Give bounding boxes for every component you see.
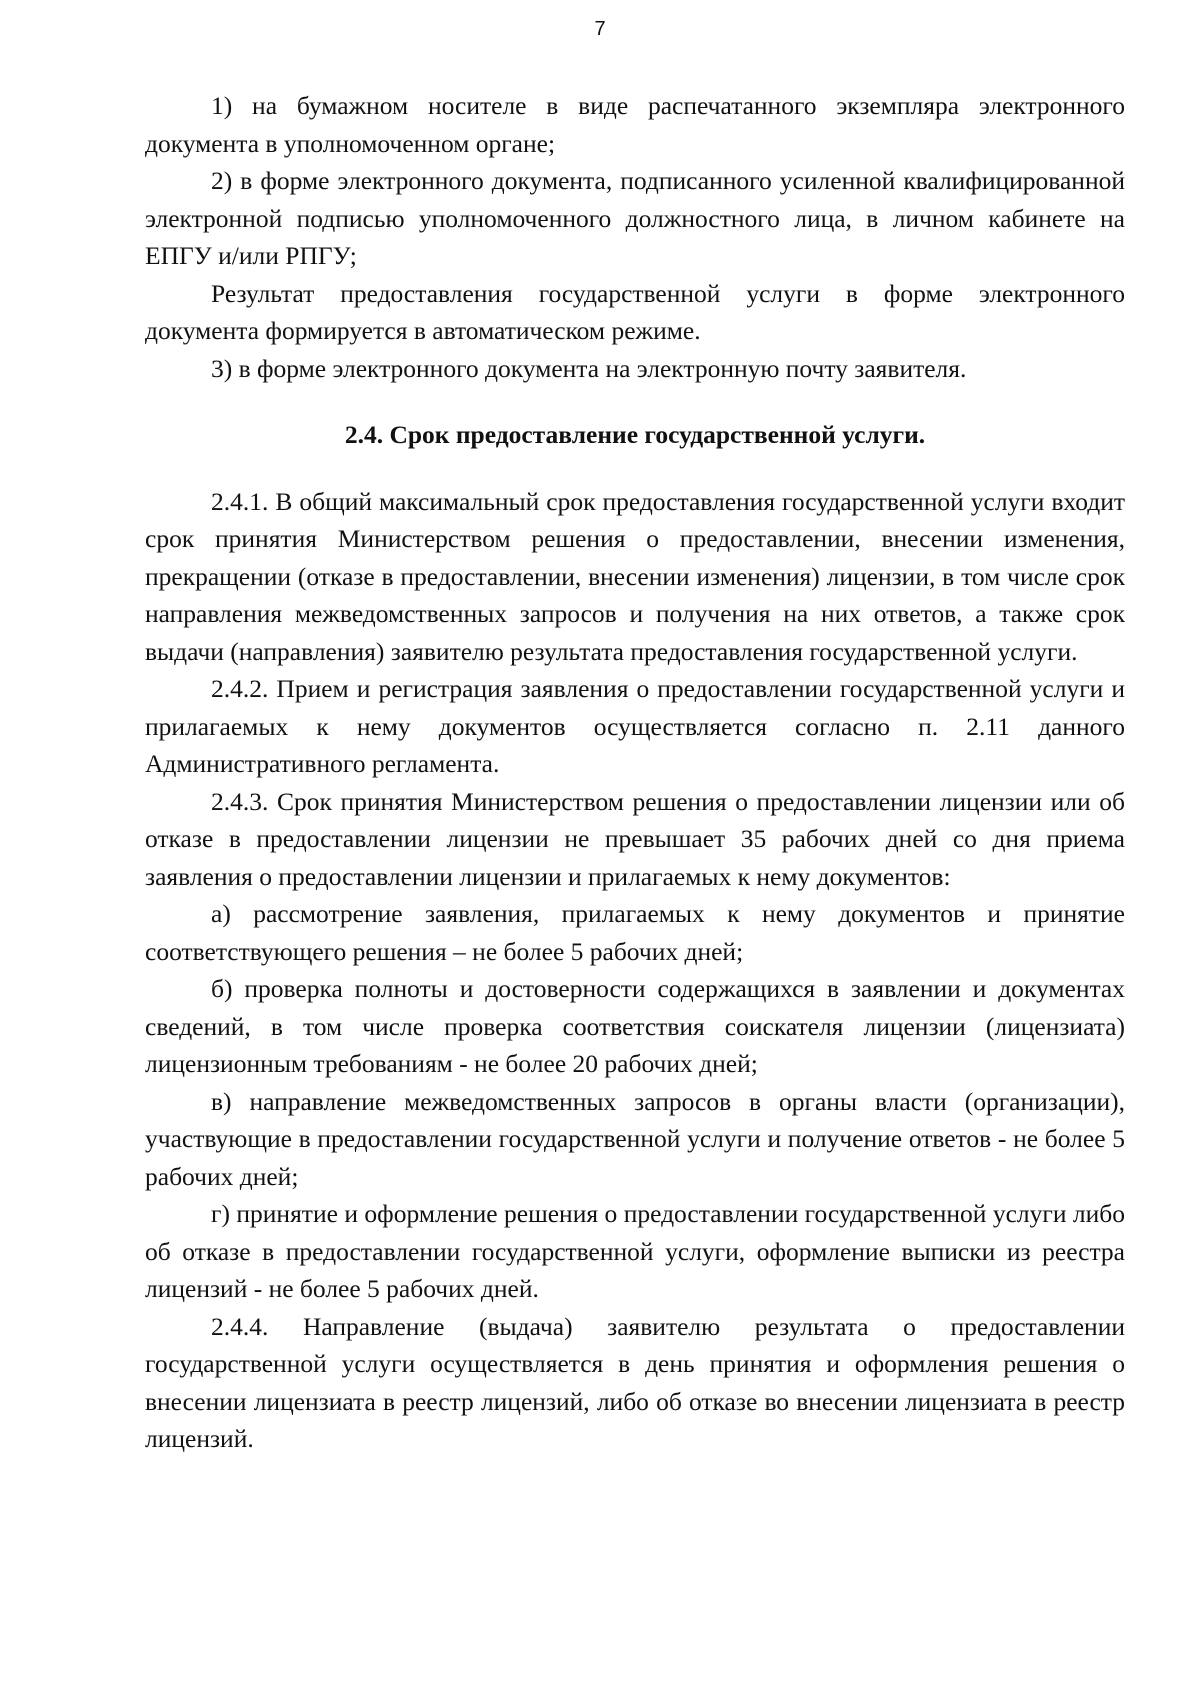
subclause-v: в) направление межведомственных запросов в органы власти (организации), участвующие в предоставлении государственной услуги и получение ответов - не более 5 рабочих дней; [145,1086,1125,1191]
paragraph-result-auto: Результат предоставления государственной услуги в форме электронного документа формируется в автоматическом режиме. [145,278,1125,345]
page-body [145,87,1125,1458]
clause-2-4-4: 2.4.4. Направление (выдача) заявителю результата о предоставлении государственной услуги осуществляется в день принятия и оформления решения о внесении лицензиата в реестр лицензий, либо об отказе во внесении лицензиата в реестр лицензий. [145,1311,1125,1453]
list-item-electronic-signed: 2) в форме электронного документа, подписанного усиленной квалифицированной электронной подписью уполномоченного должностного лица, в личном кабинете на ЕПГУ и/или РПГУ; [145,166,1125,270]
clause-2-4-1: 2.4.1. В общий максимальный срок предоставления государственной услуги входит срок принятия Министерством решения о предоставлении, внесении изменения, прекращении (отказе в предоставлении, внесении изменения) лицензии, в том числе срок направления межведомственных запросов и получения на них ответов, а также срок выдачи (направления) заявителю результата предоставления государственной услуги. [145,486,1125,666]
subclause-b: б) проверка полноты и достоверности содержащихся в заявлении и документах сведений, в том числе проверка соответствия соискателя лицензии (лицензиата) лицензионным требованиям - не более 20 рабочих дней; [145,974,1125,1078]
clause-2-4-2: 2.4.2. Прием и регистрация заявления о предоставлении государственной услуги и прилагаемых к нему документов осуществляется согласно п. 2.11 данного Административного регламента. [145,674,1125,778]
list-item-paper-copy: 1) на бумажном носителе в виде распечатанного экземпляра электронного документа в уполномоченном органе; [145,91,1125,158]
subclause-a: а) рассмотрение заявления, прилагаемых к нему документов и принятие соответствующего решения – не более 5 рабочих дней; [145,899,1125,966]
subclause-g: г) принятие и оформление решения о предоставлении государственной услуги либо об отказе в предоставлении государственной услуги, оформление выписки из реестра лицензий - не более 5 рабочих дней. [145,1199,1125,1303]
list-item-email: 3) в форме электронного документа на электронную почту заявителя. [211,353,967,383]
page-number: 7 [594,18,606,40]
section-heading: 2.4. Срок предоставление государственной услуги. [344,420,926,449]
clause-2-4-3: 2.4.3. Срок принятия Министерством решения о предоставлении лицензии или об отказе в предоставлении лицензии не превышает 35 рабочих дней со дня приема заявления о предоставлении лицензии и прилагаемых к нему документов: [145,786,1125,891]
